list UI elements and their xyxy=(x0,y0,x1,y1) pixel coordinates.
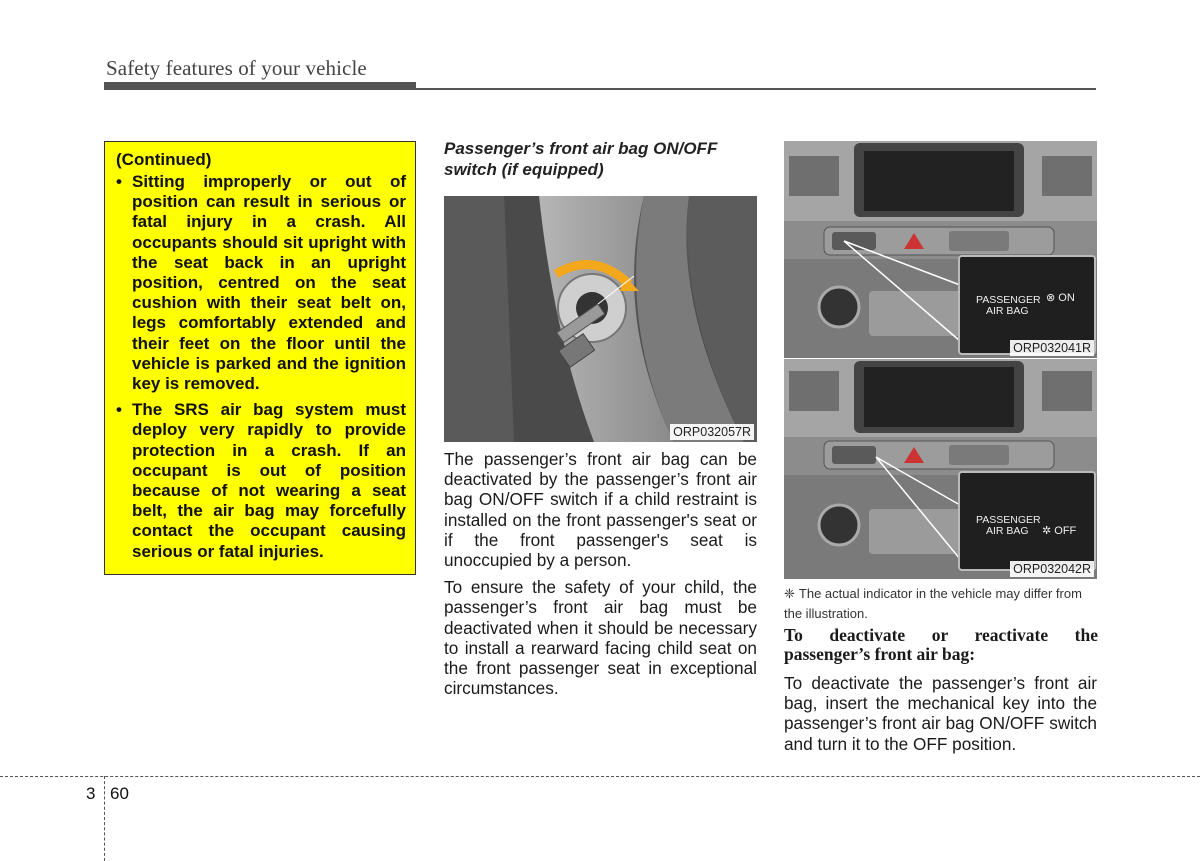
indicator-state: OFF xyxy=(1054,525,1077,537)
warning-list xyxy=(116,172,406,562)
indicator-off-figure xyxy=(784,359,1097,579)
warning-continued-label: (Continued) xyxy=(116,150,212,169)
footer-rule xyxy=(0,776,1200,777)
figure-label: ORP032057R xyxy=(670,424,754,440)
warning-item: • The SRS air bag system must deploy very rapidly to provide protection in a crash. If an occupant is out of position because of not wearing a seat belt, the air bag may forcefully contact the occupant causing serious or fatal injuries. xyxy=(116,400,406,562)
panel-label-line1: PASSENGER xyxy=(976,514,1041,526)
airbag-off-icon: ✲ xyxy=(1042,525,1052,537)
note-text: The actual indicator in the vehicle may differ from the illustration. xyxy=(784,586,1082,621)
indicator-state: ON xyxy=(1058,292,1075,304)
airbag-switch-figure xyxy=(444,196,757,442)
warning-item: • Sitting improperly or out of position can result in serious or fatal injury in a crash. All occupants should sit upright with the seat back in an upright position, centred on the seat cushion with their seat belt on, legs comfortably extended and their feet on the floor until the vehicle is parked and the ignition key is removed. xyxy=(116,172,406,394)
section-heading: Passenger’s front air bag ON/OFF switch (if equipped) xyxy=(444,139,718,179)
panel-label-line1: PASSENGER xyxy=(976,294,1041,306)
note-symbol: ❈ xyxy=(784,586,795,601)
footer-divider xyxy=(104,776,105,861)
airbag-switch-illustration xyxy=(444,196,757,442)
panel-label-line2: AIR BAG xyxy=(986,305,1029,317)
section-body xyxy=(444,449,757,705)
indicator-on-figure xyxy=(784,141,1097,358)
warning-box xyxy=(104,141,416,575)
airbag-on-icon: ⊗ xyxy=(1046,292,1056,304)
chapter-number: 3 xyxy=(86,784,96,803)
page-number: 60 xyxy=(110,784,129,803)
subsection-heading: To deactivate or reactivate the passenger’s front air bag: xyxy=(784,625,1098,664)
indicator-panel-off xyxy=(958,471,1096,571)
figure-label: ORP032041R xyxy=(1010,340,1094,356)
illustration-note xyxy=(784,584,1098,624)
panel-label-line2: AIR BAG xyxy=(986,525,1029,537)
paragraph: To ensure the safety of your child, the passenger’s front air bag must be deactivated when it should be necessary to install a rearward facing child seat on the front passenger seat in exceptional circumstances. xyxy=(444,577,757,699)
page-header-title: Safety features of your vehicle xyxy=(106,56,367,80)
figure-label: ORP032042R xyxy=(1010,561,1094,577)
header-rule xyxy=(104,88,1096,90)
subsection-body: To deactivate the passenger’s front air bag, insert the mechanical key into the passenger’s front air bag ON/OFF switch and turn it to the OFF position. xyxy=(784,673,1097,754)
paragraph: The passenger’s front air bag can be deactivated by the passenger’s front air bag ON/OFF switch if a child restraint is installed on the front passenger's seat or if the front passenger's seat is unoccupied by a person. xyxy=(444,449,757,571)
